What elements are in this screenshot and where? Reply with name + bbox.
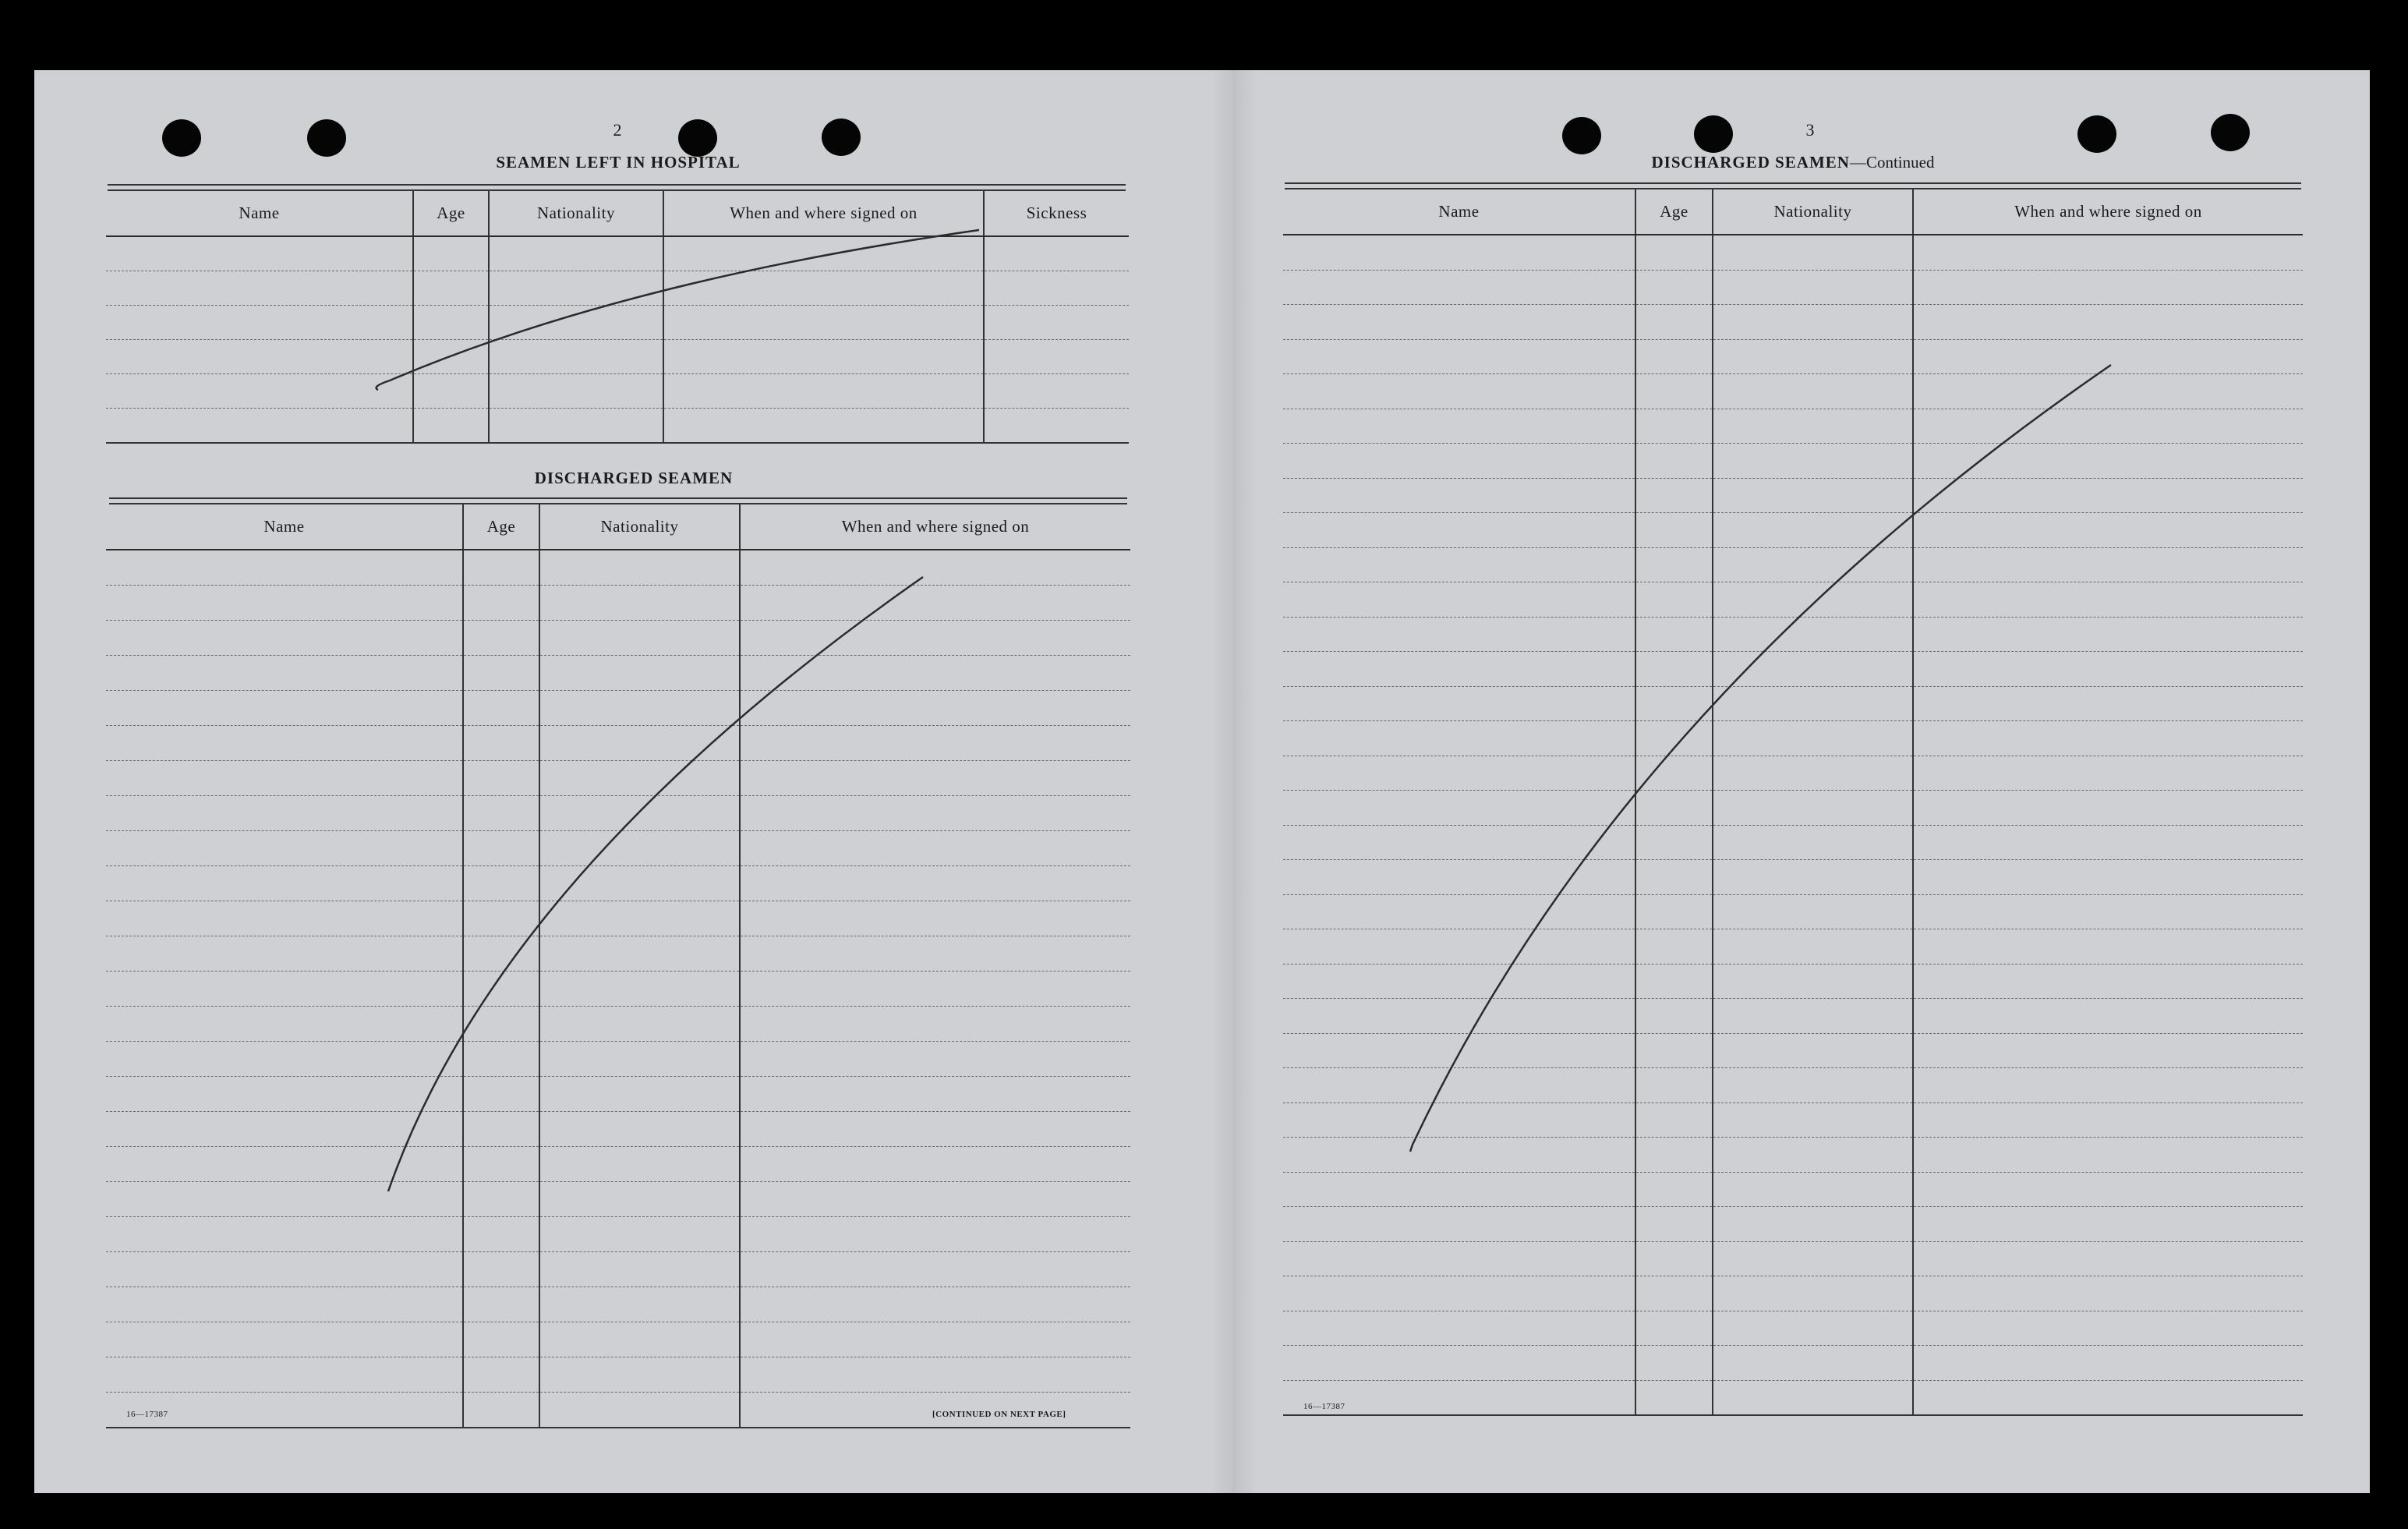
column-header-name: Name: [106, 190, 413, 236]
column-header-name: Name: [106, 504, 463, 550]
page-number-right: 3: [1805, 120, 1815, 140]
column-header-name: Name: [1283, 189, 1635, 235]
column-header-sickness: Sickness: [984, 190, 1129, 236]
column-header-nationality: Nationality: [539, 504, 740, 550]
pen-stroke-hospital: [377, 230, 979, 390]
column-header-age: Age: [1635, 189, 1713, 235]
column-header-signed-on: When and where signed on: [663, 190, 984, 236]
column-header-nationality: Nationality: [1713, 189, 1913, 235]
column-header-signed-on: When and where signed on: [740, 504, 1130, 550]
discharged-section-title: DISCHARGED SEAMEN: [534, 469, 734, 487]
column-header-age: Age: [413, 190, 489, 236]
column-header-nationality: Nationality: [489, 190, 663, 236]
pen-stroke-discharged-left: [388, 577, 923, 1191]
hospital-section-title: SEAMEN LEFT IN HOSPITAL: [496, 153, 741, 172]
pen-stroke-discharged-right: [1410, 365, 2111, 1151]
page-number-left: 2: [613, 120, 622, 140]
continued-note: [CONTINUED ON NEXT PAGE]: [932, 1410, 1066, 1419]
form-number-right: 16—17387: [1303, 1402, 1345, 1411]
form-number-left: 16—17387: [126, 1410, 168, 1419]
discharged-continued-title-main: DISCHARGED SEAMEN: [1651, 153, 1850, 172]
column-header-signed-on: When and where signed on: [1913, 189, 2303, 235]
column-header-age: Age: [463, 504, 539, 550]
continued-suffix: —Continued: [1849, 153, 1935, 172]
